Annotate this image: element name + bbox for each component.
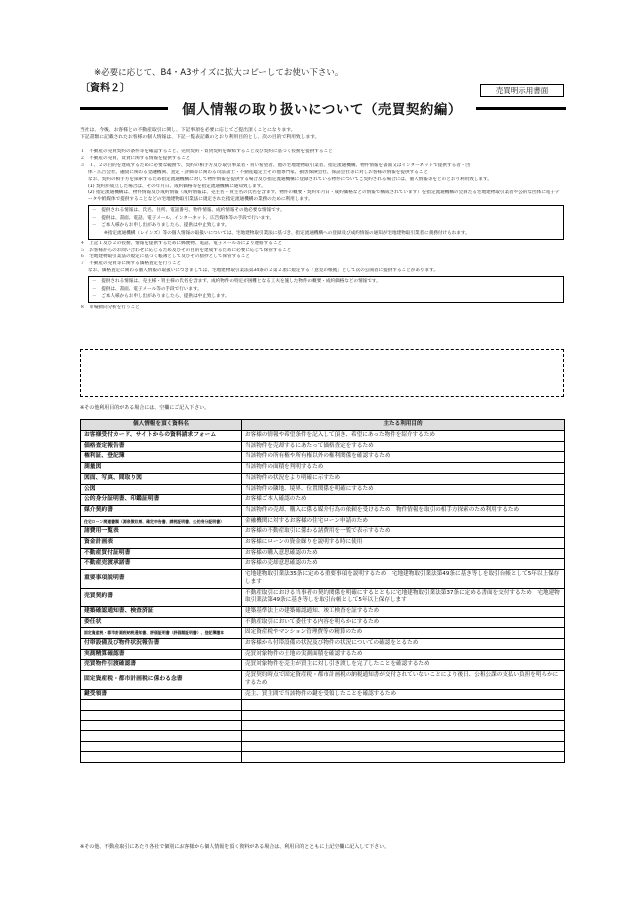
appraisal-info-box [88, 276, 564, 303]
table-row [81, 548, 565, 559]
title-row [80, 98, 566, 118]
intro-text [80, 127, 564, 141]
bottom-note: ※その他、不動産取引にあたり各社で個別にお客様から個人情報を頂く資料がある場合は、利用目的とともに上記空欄に記入して下さい。 [80, 844, 390, 850]
document-name-cell: 付帯設備及び物件状況報告書 [81, 639, 242, 650]
purpose-item: ５ お客様からのお問い合わせに応じるため及びその目的を達成するために必要に応じて保管すること [80, 247, 292, 253]
box-line: － 提供は、書面、電話、電子メール、インターネット、広告媒体等の手段で行います。 [92, 215, 275, 221]
document-name-cell: 実測精算確認書 [81, 649, 242, 660]
purpose-item: ７ 不動産の売買等に関する価格査定を行うこと [80, 261, 182, 267]
empty-table-row[interactable] [81, 710, 565, 720]
table-row [81, 484, 565, 495]
purpose-item: (2) 指定流通機構は、物件情報及び成約情報（成約情報は、売主名・買主名の氏名を含まず、物件の概要・契約年月日・成約価格などの情報で構成されています）を指定流通機構の会員たる宅地建物取引業者や公的な団体に電子データや紙媒体で提供することなどの宅地建物取引業法に規定された指定流通機構の業務のために利用します。 [88, 190, 560, 203]
document-name-cell: 住宅ローン関連書類（源泉徴収票、確定申告書、課税証明書、公的身分証明書） [81, 516, 242, 527]
box-line: ※指定流通機構（レインズ）等の個人情報の取扱いについては、宅地建物取引業法に基づき、指定流通機構への登録及び成約情報の通知が宅地建物取引業者に義務付けられます。 [104, 231, 470, 237]
purpose-cell: 売主、買主間で当該物件の鍵を受領したことを確認するため [242, 689, 565, 700]
table-row [81, 431, 565, 442]
intro-line: 下記書類に記載されたお客様の個人情報は、下記一覧表記載のとおり利用目的とし、次の目的で利用致します。 [80, 135, 320, 140]
document-name-cell: 建築確認通知書、検査済証 [81, 606, 242, 617]
table-row [81, 527, 565, 538]
table-row [81, 495, 565, 506]
purpose-cell: 当該物件の隣地、境界、位置関係を明確にするため [242, 484, 565, 495]
column-header-purpose: 主たる利用目的 [242, 420, 565, 431]
purpose-cell: お客様の売却意思確認のため [242, 559, 565, 570]
purpose-cell: 売買対象物件を売主が買主に対し引き渡しを完了したことを確認するため [242, 660, 565, 671]
table-row [81, 639, 565, 650]
empty-purpose-cell[interactable] [242, 710, 565, 720]
table-row [81, 606, 565, 617]
purpose-cell: 当該物件の所有権や所有権以外の権利関係を確認するため [242, 452, 565, 463]
purpose-cell: 不動産取引における当事者の契約関係を明確にするとともに宅地建物取引業法第37条に定める書面を交付するため 宅地建物取引業法第49条に基き等しを取引台帳として5年以上保存します [242, 588, 565, 606]
document-name-cell: 媒介契約書 [81, 505, 242, 516]
column-header-document: 個人情報を頂く資料名 [81, 420, 242, 431]
purpose-item: ６ 宅地建物取引業法の規定に基づく帳簿として及びその謄抄として保管すること [80, 254, 250, 260]
personal-info-table [80, 419, 565, 763]
material-label: 〔資料２〕 [80, 83, 130, 94]
box-line: － 提供は、書面、電子メール等の手段で行います。 [92, 286, 202, 292]
purpose-cell: お客様の購入意思確認のため [242, 548, 565, 559]
purpose-item: ３ １、２の目的を達成するために必要な範囲で、契約の相手方及び取引事業者・買い希望者、他の宅地建物取引業者、指定流通機構、物件情報を書面又はインターネットで提供する者・団 [80, 162, 470, 168]
document-name-cell: 固定資産税・都市計画税納税通知書、評価証明書（評価額証明書）、登記簿謄本 [81, 628, 242, 639]
empty-purpose-cell[interactable] [242, 752, 565, 762]
empty-document-cell[interactable] [81, 752, 242, 762]
document-name-cell: 諸費用一覧表 [81, 527, 242, 538]
purpose-item: ４ 上記１及び２の役務、情報を提供するために郵便物、電話、電子メール等により連絡すること [80, 240, 283, 246]
other-purpose-input-area[interactable] [80, 349, 564, 397]
purpose-cell: 金融機関に対するお客様の住宅ローン申請のため [242, 516, 565, 527]
table-row [81, 588, 565, 606]
use-label-box: 売買明示用書面 [480, 84, 564, 97]
table-row [81, 649, 565, 660]
purpose-cell: 当該物件の面積を判明するため [242, 463, 565, 474]
purpose-item: なお、契約の相手方を探索するため指定流通機構に対して物件情報を提供する場合及び指定流通機構に登録されている物件についてご契約される場合には、個人情報等をとのとおり利用致します。 [88, 176, 492, 182]
reins-info-box [88, 205, 564, 239]
document-name-cell: 委任状 [81, 617, 242, 628]
empty-table-row[interactable] [81, 741, 565, 751]
document-name-cell: 不動産買付証明書 [81, 548, 242, 559]
table-row [81, 516, 565, 527]
document-name-cell: 権利証、登記簿 [81, 452, 242, 463]
purpose-cell: 当該物件を売却するにあたって価格査定をするため [242, 441, 565, 452]
purpose-cell: 売買対象物件の土地の実測面積を確認するため [242, 649, 565, 660]
other-purpose-note: ※その他利用目的がある場合には、空欄にご記入下さい。 [80, 405, 210, 411]
purpose-item: 体・広告会社、融資に関わる金融機関、査定・評価等に関わる司法書士・不動産鑑定士その他専門家、損害保険会社、保証会社等に対しお客様の情報を提供すること [88, 169, 428, 175]
document-name-cell: 図面、写真、間取り図 [81, 473, 242, 484]
document-name-cell: 資金計画表 [81, 538, 242, 549]
purpose-item: ８ 市場動向分析を行うこと [80, 304, 140, 310]
table-row [81, 463, 565, 474]
empty-table-row[interactable] [81, 721, 565, 731]
purpose-cell: 当該物件の売却、購入に係る媒介行為の依頼を受けるため 物件情報を取引の相手方探索のため利用するため [242, 505, 565, 516]
document-name-cell: 不動産売渡承諾書 [81, 559, 242, 570]
empty-document-cell[interactable] [81, 731, 242, 741]
empty-document-cell[interactable] [81, 721, 242, 731]
table-row [81, 660, 565, 671]
purpose-cell: お客様ご本人確認のため [242, 495, 565, 506]
purpose-item: なお、価格査定に関わる個人情報の取扱いにつきましては、宅地建物取引業法第34条の２第２項に規定する「意見の根拠」として次の公開者に提供することがあります。 [88, 268, 438, 274]
empty-purpose-cell[interactable] [242, 721, 565, 731]
table-row [81, 689, 565, 700]
empty-purpose-cell[interactable] [242, 700, 565, 710]
title-bar-left [80, 107, 168, 110]
purpose-cell: お客様にローンの資金繰りを説明する時に使用 [242, 538, 565, 549]
document-name-cell: 測量図 [81, 463, 242, 474]
purpose-cell: 不動産取引において委任する内容を明らかにするため [242, 617, 565, 628]
purpose-cell: 当該物件の状況をより明確に示すため [242, 473, 565, 484]
purpose-cell: 売買契約時点で固定資産税・都市計画税の納税通知書が交付されていないことにより後日、公租公課の支払い負担を明らかにするため [242, 671, 565, 689]
box-line: － ご本人様からお申し出がありましたら、提供は中止致します。 [92, 294, 230, 300]
table-row [81, 570, 565, 588]
purpose-cell: お客様の情報や希望条件を記入して頂き、希望にあった物件を紹介するため [242, 431, 565, 442]
table-row [81, 559, 565, 570]
box-line: － ご本人様からお申し出がありましたら、提供は中止致します。 [92, 223, 230, 229]
empty-purpose-cell[interactable] [242, 741, 565, 751]
purpose-cell: お客様から付帯設備の状況及び物件の状況についての確認をとるため [242, 639, 565, 650]
table-row [81, 671, 565, 689]
table-row [81, 441, 565, 452]
document-name-cell: お客様受付カード、サイトからの資料請求フォーム [81, 431, 242, 442]
document-name-cell: 公図 [81, 484, 242, 495]
top-note: ※必要に応じて、B4・A3サイズに拡大コピーしてお使い下さい。 [94, 68, 344, 78]
document-name-cell: 重要事項説明書 [81, 570, 242, 588]
empty-table-row[interactable] [81, 700, 565, 710]
table-row [81, 473, 565, 484]
empty-table-row[interactable] [81, 752, 565, 762]
box-line: － 提供される情報は、氏名、住所、電話番号、物件情報、成約情報その他必要な情報です。 [92, 208, 285, 214]
document-name-cell: 売買物件引渡確認書 [81, 660, 242, 671]
table-row [81, 452, 565, 463]
purpose-cell: 宅地建物取引業法35条に定める重要事項を説明するため 宅地建物取引業法第49条に基き等しを取引台帳として5年以上保存します [242, 570, 565, 588]
table-row [81, 617, 565, 628]
purpose-list [80, 149, 564, 312]
document-name-cell: 価格査定報告書 [81, 441, 242, 452]
title-bar-right [476, 107, 566, 110]
empty-document-cell[interactable] [81, 710, 242, 720]
intro-line: 当社は、今後、お客様との不動産取引に関し、下記事項を必要に応じてご提出頂くことになります。 [80, 128, 296, 133]
purpose-cell: お客様の不動産取引に係わる諸費用を一覧で表示するため [242, 527, 565, 538]
table-row [81, 538, 565, 549]
purpose-item: ２ 不動産の売買、賃貸に関する情報を提供すること [80, 155, 191, 161]
purpose-cell: 建築基準法上の建築確認通知、竣工検査を証するため [242, 606, 565, 617]
table-row [81, 505, 565, 516]
purpose-item: １ 不動産の売買契約の条件等を確認すること、売買契約・賃貸契約を締結すること及び契約に基づく役務を提供すること [80, 149, 333, 154]
page-title: 個人情報の取り扱いについて（売買契約編） [182, 102, 462, 118]
document-name-cell: 鍵受領書 [81, 689, 242, 700]
empty-document-cell[interactable] [81, 741, 242, 751]
box-line: － 提供される情報は、売主様・買主様の氏名を含まず、成約物件の特定が困難となる工夫を施した物件の概要・成約価格などの情報です。 [92, 279, 381, 285]
document-name-cell: 固定資産税・都市計画税に係わる念書 [81, 671, 242, 689]
table-row [81, 628, 565, 639]
empty-table-row[interactable] [81, 731, 565, 741]
document-name-cell: 売買契約書 [81, 588, 242, 606]
purpose-item: (1) 契約が成立した場合は、その年月日、成約価格等を指定流通機構に通知致します。 [88, 183, 266, 189]
purpose-cell: 固定資産税やマンション管理費等の精算のため [242, 628, 565, 639]
table-body [81, 431, 565, 763]
empty-document-cell[interactable] [81, 700, 242, 710]
document-name-cell: 公的身分証明書、印鑑証明書 [81, 495, 242, 506]
empty-purpose-cell[interactable] [242, 731, 565, 741]
